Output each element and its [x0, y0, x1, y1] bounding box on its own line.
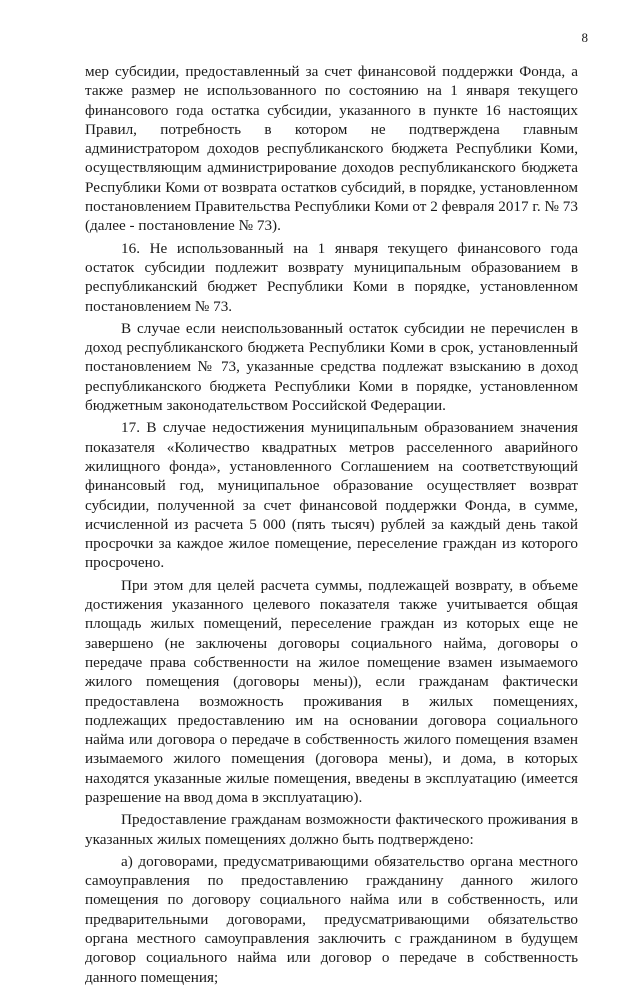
paragraph-unspent-balance: В случае если неиспользованный остаток субсидии не перечислен в доход республиканского бюджета Республики Коми в срок, установленный постановлением № 73, указанные средства подлежат взысканию в доход республиканского бюджета Республики Коми в порядке, установленном бюджетным законодательством Российской Федерации. [85, 319, 578, 415]
paragraph-16: 16. Не использованный на 1 января текущего финансового года остаток субсидии подлежит возврату муниципальным образованием в республиканский бюджет Республики Коми в порядке, установленном постановлением № 73. [85, 239, 578, 315]
paragraph-item-a: а) договорами, предусматривающими обязательство органа местного самоуправления по предоставлению гражданину данного жилого помещения по договору социального найма или в собственность, или предварительными договорами, предусматривающими обязательство органа местного самоуправления заключить с гражданином в будущем договор социального найма или договор о передаче в собственность данного помещения; [85, 852, 578, 986]
paragraph-17: 17. В случае недостижения муниципальным образованием значения показателя «Количество квадратных метров расселенного аварийного жилищного фонда», установленного Соглашением на соответствующий финансовый год, муниципальное образование осуществляет возврат субсидии, полученной за счет финансовой поддержки Фонда, в сумме, исчисленной из расчета 5 000 (пять тысяч) рублей за каждый день такой просрочки за каждое жилое помещение, переселение граждан из которого просрочено. [85, 419, 578, 572]
paragraph-confirmation: Предоставление гражданам возможности фактического проживания в указанных жилых помещениях должно быть подтверждено: [85, 811, 578, 848]
page-number: 8 [581, 30, 588, 45]
paragraph-calculation: При этом для целей расчета суммы, подлежащей возврату, в объеме достижения указанного целевого показателя также учитывается общая площадь жилых помещений, переселение граждан из которых еще не завершено (не заключены договоры социального найма, договоры о передаче права собственности на жилое помещение взамен изымаемого жилого помещения (договоры мены)), если гражданам фактически предоставлена возможность проживания в жилых помещениях, подлежащих предоставлению им на основании договора социального найма или договора о передаче в собственность жилого помещения взамен изымаемого жилого помещения (договора мены), и дома, в которых находятся указанные жилые помещения, введены в эксплуатацию (имеется разрешение на ввод дома в эксплуатацию). [85, 576, 578, 806]
paragraph-subsidy-refund: мер субсидии, предоставленный за счет финансовой поддержки Фонда, а также размер не использованного по состоянию на 1 января текущего финансового года остатка субсидии, указанного в пункте 16 настоящих Правил, потребность в котором не подтверждена главным администратором доходов республиканского бюджета Республики Коми, осуществляющим администрирование доходов республиканского бюджета Республики Коми от возврата остатков субсидий, в порядке, установленном постановлением Правительства Республики Коми от 2 февраля 2017 г. № 73 (далее - постановление № 73). [85, 63, 578, 235]
document-body [85, 62, 578, 990]
